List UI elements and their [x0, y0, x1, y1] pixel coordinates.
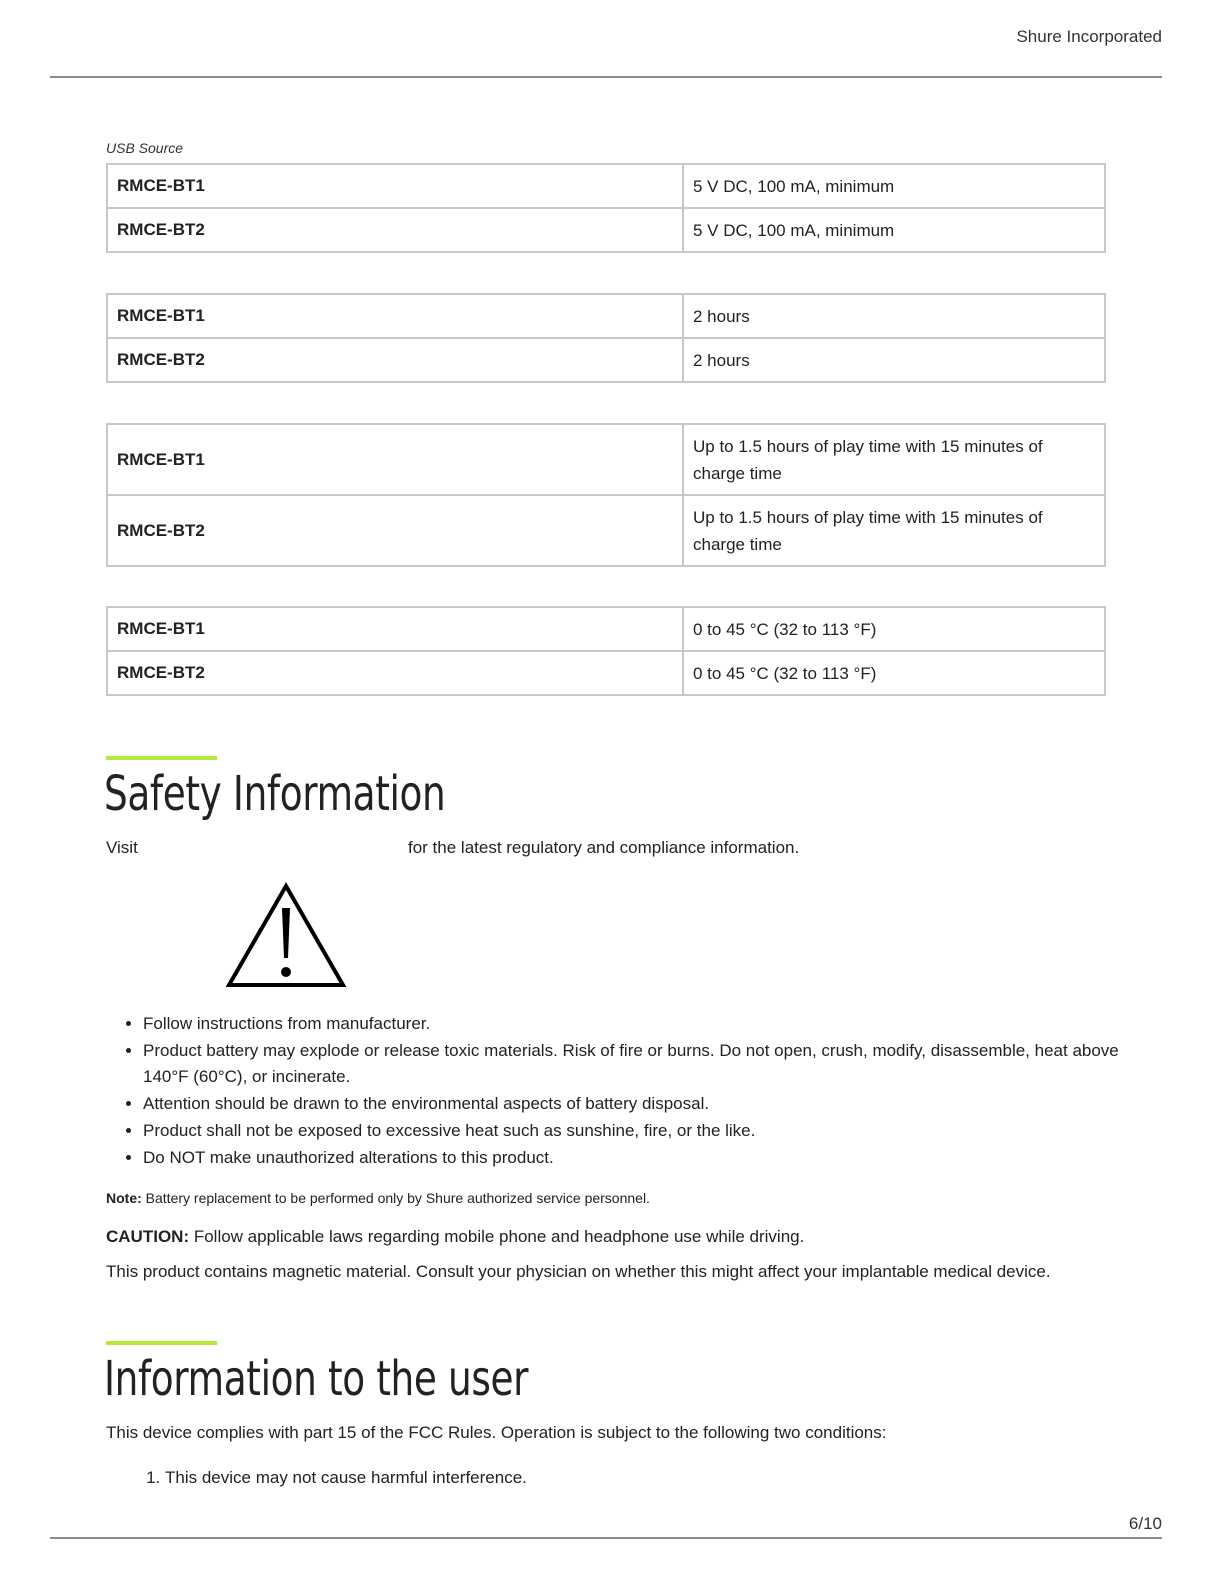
fcc-intro: This device complies with part 15 of the FCC Rules. Operation is subject to the following two conditions: [106, 1423, 887, 1442]
usb-source-caption: USB Source [106, 140, 184, 156]
table-row [107, 495, 1105, 566]
safety-section-accent [106, 756, 217, 760]
note-label: Note: [106, 1190, 142, 1206]
list-item: 1. This device may not cause harmful interference. [165, 1465, 527, 1491]
table-row [107, 607, 1105, 651]
safety-bullet-list [106, 1011, 1143, 1171]
model-cell: RMCE-BT1 [107, 424, 683, 495]
header-divider [50, 76, 1162, 78]
warning-triangle-icon [226, 882, 346, 988]
battery-note [106, 1190, 650, 1206]
fcc-conditions-list [106, 1465, 527, 1491]
value-cell: 0 to 45 °C (32 to 113 °F) [683, 607, 1105, 651]
table-row [107, 424, 1105, 495]
table-row [107, 651, 1105, 695]
table-row [107, 294, 1105, 338]
footer-divider [50, 1537, 1162, 1539]
charge-time-table [106, 293, 1106, 383]
value-cell: Up to 1.5 hours of play time with 15 minutes of charge time [683, 495, 1105, 566]
value-cell: Up to 1.5 hours of play time with 15 minutes of charge time [683, 424, 1105, 495]
value-cell: 5 V DC, 100 mA, minimum [683, 208, 1105, 252]
list-item: • Product battery may explode or release toxic materials. Risk of fire or burns. Do not open, crush, modify, disassemble, heat above 140°F (60°C), or incinerate. [143, 1038, 1143, 1091]
model-cell: RMCE-BT2 [107, 495, 683, 566]
list-item: • Follow instructions from manufacturer. [143, 1011, 1143, 1038]
list-item: • Do NOT make unauthorized alterations to this product. [143, 1145, 1143, 1172]
model-cell: RMCE-BT2 [107, 208, 683, 252]
page-number: 6/10 [1128, 1514, 1162, 1533]
model-cell: RMCE-BT2 [107, 651, 683, 695]
caution-label: CAUTION: [106, 1227, 190, 1246]
list-item: • Attention should be drawn to the environmental aspects of battery disposal. [143, 1091, 1143, 1118]
value-cell: 2 hours [683, 338, 1105, 382]
usb-source-table [106, 163, 1106, 253]
header-company-name: Shure Incorporated [1016, 27, 1162, 46]
model-cell: RMCE-BT1 [107, 294, 683, 338]
caution-paragraph [106, 1227, 804, 1247]
value-cell: 5 V DC, 100 mA, minimum [683, 164, 1105, 208]
magnetic-warning: This product contains magnetic material. Consult your physician on whether this might affect your implantable medical device. [106, 1262, 1051, 1281]
value-cell: 0 to 45 °C (32 to 113 °F) [683, 651, 1105, 695]
list-item: • Product shall not be exposed to excessive heat such as sunshine, fire, or the like. [143, 1118, 1143, 1145]
visit-text: Visit [106, 838, 138, 857]
table-row [107, 208, 1105, 252]
user-info-section-accent [106, 1341, 217, 1345]
temperature-table [106, 606, 1106, 696]
safety-section-title: Safety Information [104, 766, 446, 822]
user-info-section-title: Information to the user [104, 1351, 529, 1407]
visit-suffix-text: for the latest regulatory and compliance information. [408, 838, 800, 857]
value-cell: 2 hours [683, 294, 1105, 338]
table-row [107, 338, 1105, 382]
caution-text: Follow applicable laws regarding mobile phone and headphone use while driving. [189, 1227, 805, 1246]
model-cell: RMCE-BT2 [107, 338, 683, 382]
model-cell: RMCE-BT1 [107, 607, 683, 651]
note-text: Battery replacement to be performed only by Shure authorized service personnel. [141, 1190, 650, 1206]
model-cell: RMCE-BT1 [107, 164, 683, 208]
table-row [107, 164, 1105, 208]
quick-charge-table [106, 423, 1106, 567]
